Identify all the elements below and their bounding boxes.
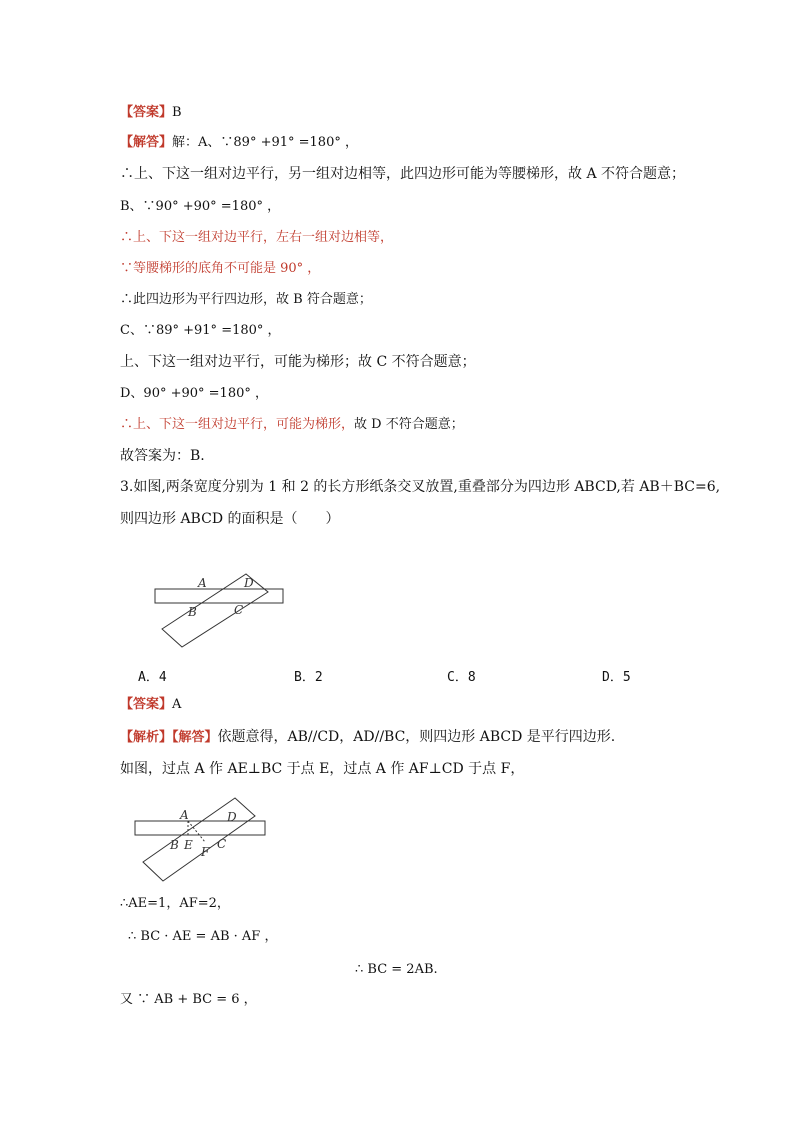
strip-figure-1 — [150, 570, 290, 652]
final-answer: 故答案为：B. — [120, 448, 205, 464]
step-line-4: 又 ∵ AB + BC = 6 ， — [120, 992, 257, 1007]
solution-line-4: ∴上、下这一组对边平行，左右一组对边相等， — [120, 230, 394, 245]
label-d: D — [244, 576, 254, 590]
solution-line-10 — [120, 416, 464, 434]
label-f-2: F — [201, 845, 210, 859]
analysis-tag: 【解析】【解答】 — [120, 730, 218, 745]
label-a-2: A — [180, 808, 189, 822]
answer-value-2: A — [172, 697, 182, 712]
choice-b: B．2 — [294, 670, 323, 685]
question-3-line-2: 则四边形 ABCD 的面积是（ ） — [120, 511, 340, 527]
label-c: C — [234, 603, 244, 617]
label-c-2: C — [217, 837, 227, 851]
choice-a: A．4 — [138, 670, 167, 685]
answer-tag-2: 【答案】 — [120, 697, 173, 712]
label-d-2: D — [227, 810, 237, 824]
solution-line-2: ∴上、下这一组对边平行，另一组对边相等，此四边形可能为等腰梯形，故 A 不符合题意； — [120, 166, 686, 182]
solution-line-10-red: ∴上、下这一组对边平行，可能为梯形， — [120, 417, 355, 432]
solution-text: 解：A、∵89° +91° =180° ， — [172, 135, 358, 150]
label-b-2: B — [170, 838, 179, 852]
answer-line-2 — [120, 696, 181, 714]
analysis-line — [120, 728, 615, 747]
tilted-strip-2 — [143, 798, 255, 881]
solution-line-1 — [120, 134, 358, 152]
label-a: A — [198, 576, 207, 590]
solution-line-5: ∵等腰梯形的底角不可能是 90° ， — [120, 261, 321, 276]
solution-tag: 【解答】 — [120, 135, 173, 150]
answer-tag: 【答案】 — [120, 105, 173, 120]
strip-figure-2 — [130, 793, 272, 885]
solution-line-3: B、∵90° +90° =180° ， — [120, 199, 281, 214]
step-line-3: ∴ BC = 2AB. — [355, 962, 438, 977]
solution-line-10-black: 故 D 不符合题意； — [354, 417, 464, 432]
step-line-2: ∴ BC · AE = AB · AF ， — [128, 929, 278, 944]
label-b: B — [188, 605, 197, 619]
question-3-line-1: 3.如图,两条宽度分别为 1 和 2 的长方形纸条交叉放置,重叠部分为四边形 ABCD,若 AB＋BC=6, — [120, 479, 721, 495]
solution-line-7: C、∵89° +91° =180° ， — [120, 323, 281, 338]
answer-line-1 — [120, 104, 182, 122]
choice-c: C．8 — [447, 670, 476, 685]
solution-line-6: ∴此四边形为平行四边形，故 B 符合题意； — [120, 292, 372, 307]
construction-line: 如图，过点 A 作 AE⊥BC 于点 E，过点 A 作 AF⊥CD 于点 F， — [120, 761, 525, 777]
choice-d: D．5 — [602, 670, 631, 685]
solution-line-8: 上、下这一组对边平行，可能为梯形；故 C 不符合题意； — [120, 354, 476, 370]
analysis-text: 依题意得，AB//CD，AD//BC，则四边形 ABCD 是平行四边形. — [217, 729, 616, 745]
answer-value: B — [172, 105, 182, 120]
solution-line-9: D、90° +90° =180° ， — [120, 386, 269, 401]
label-e-2: E — [184, 838, 193, 852]
step-line-1: ∴AE=1，AF=2， — [120, 896, 230, 911]
